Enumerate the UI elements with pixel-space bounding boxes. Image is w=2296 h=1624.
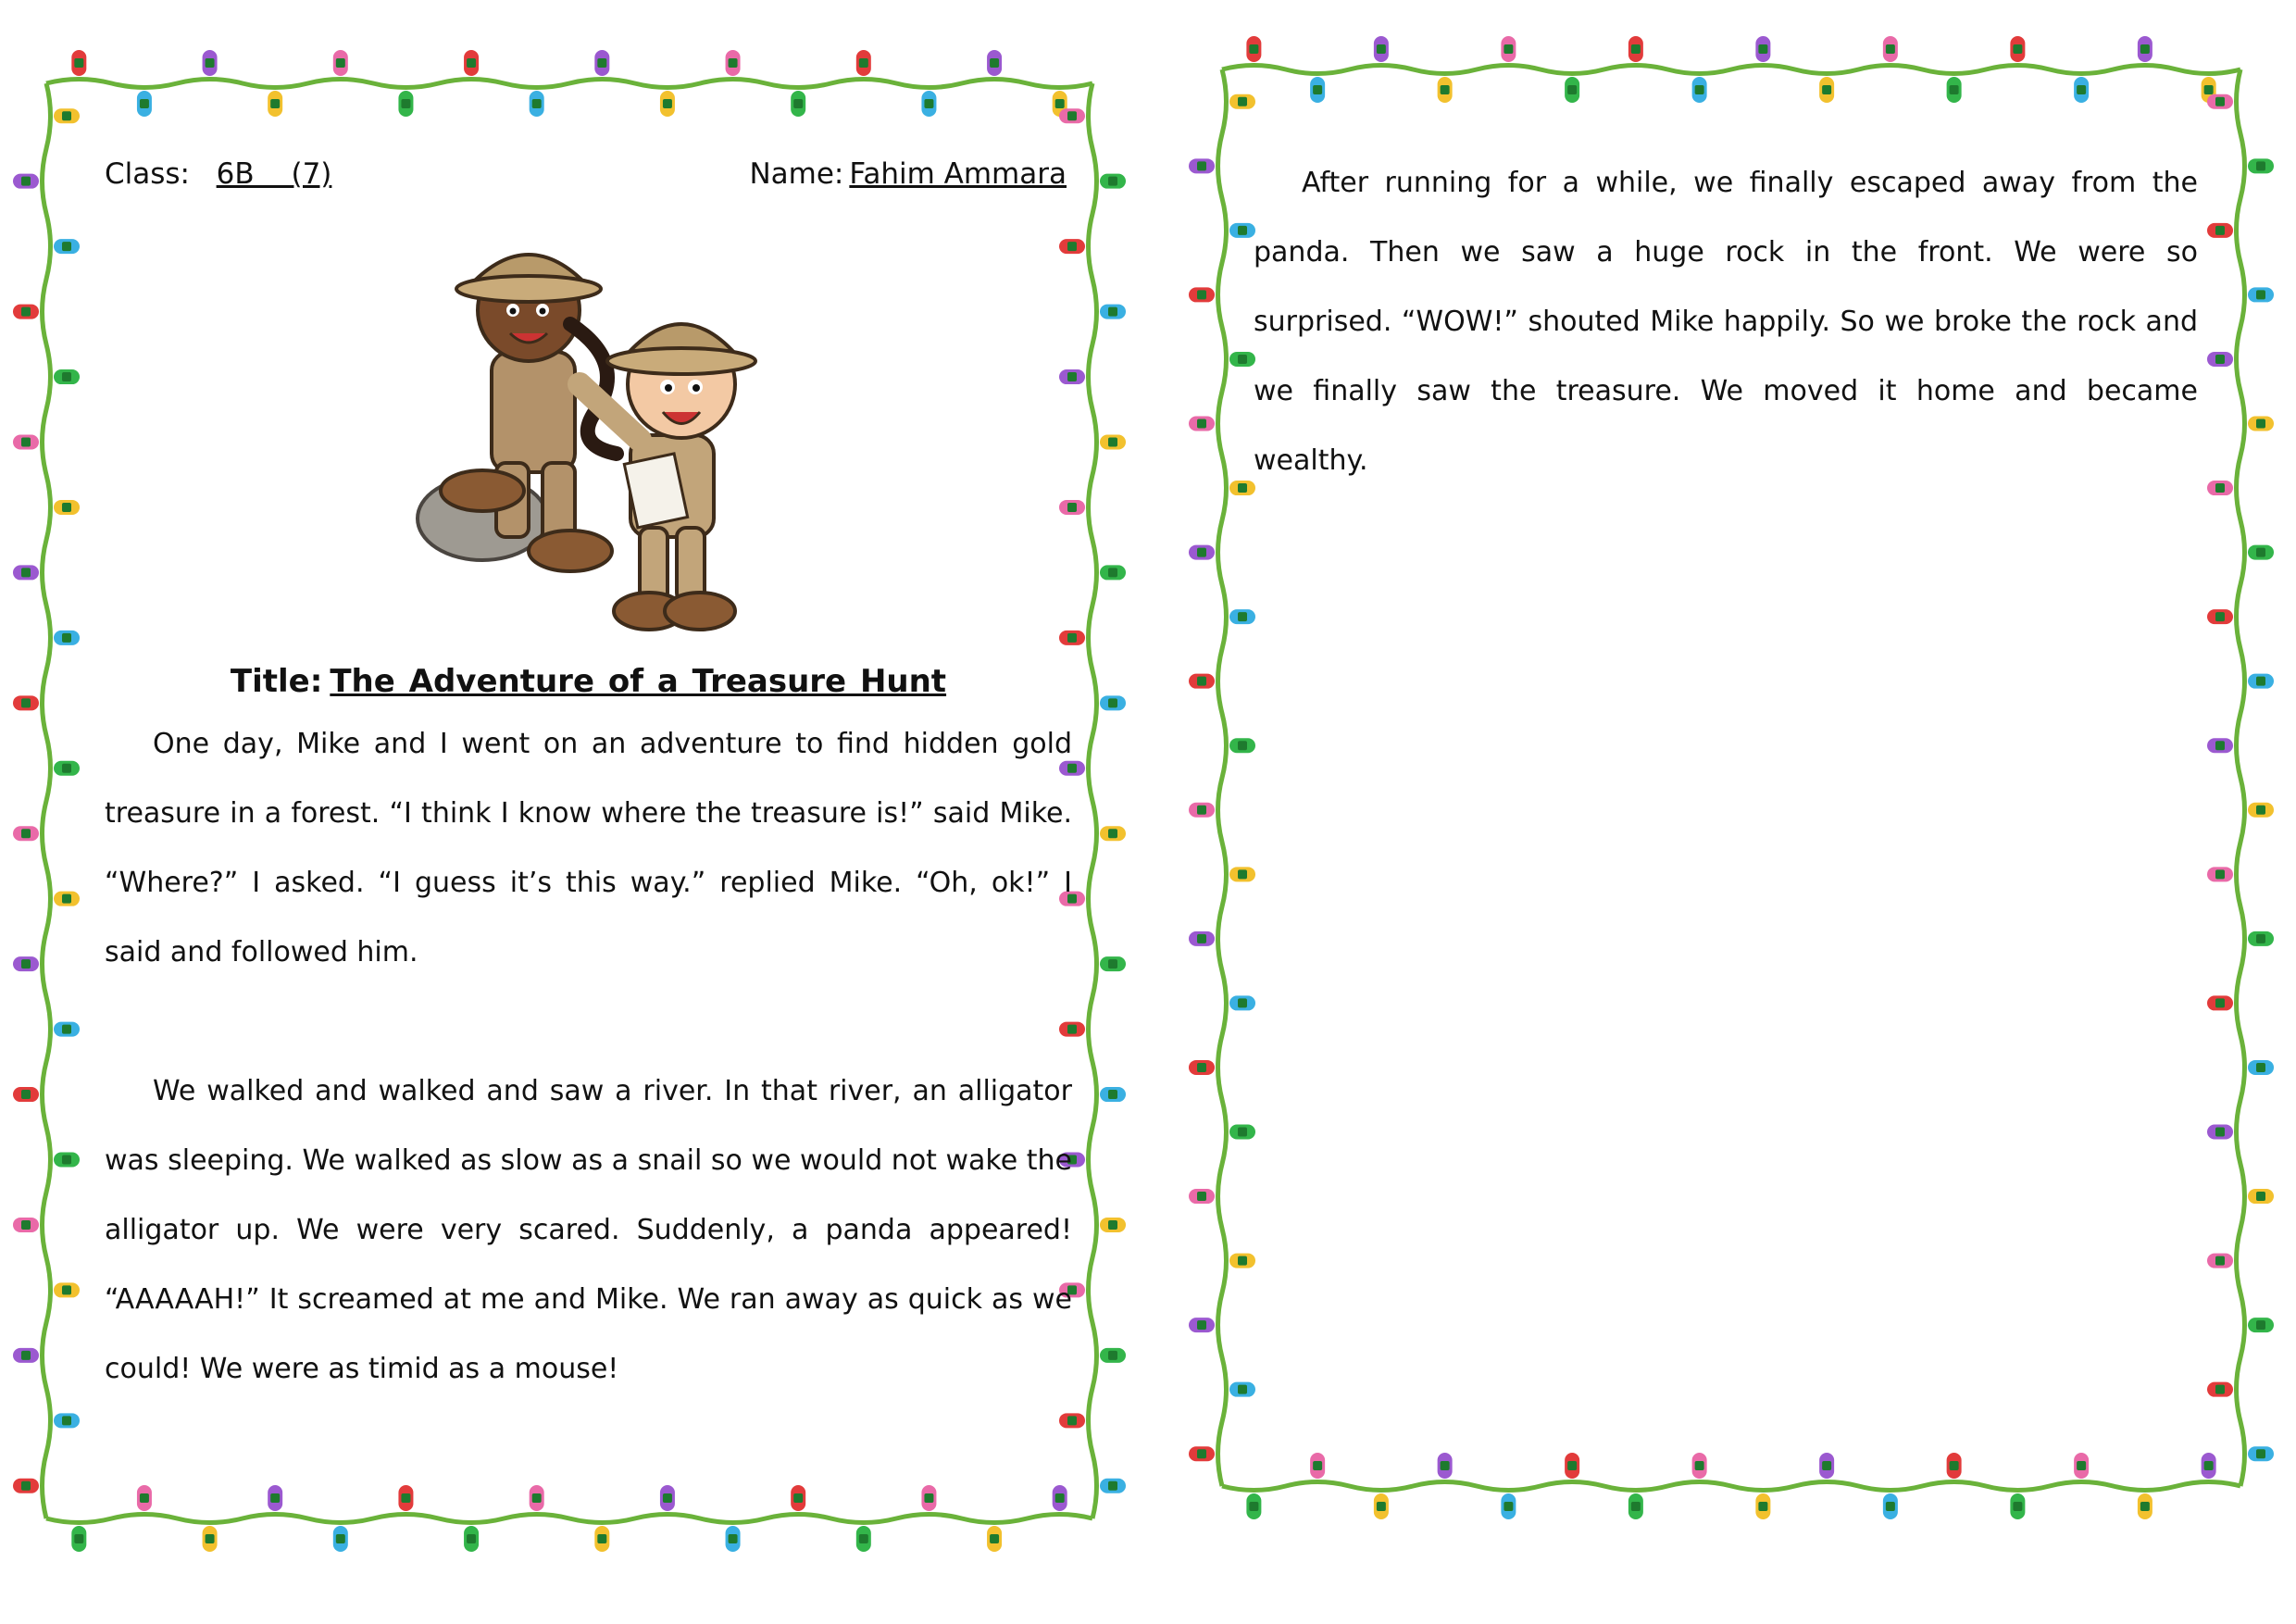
light-bulb-icon [1189,931,1215,946]
light-bulb-icon [1100,305,1126,319]
light-bulb-icon [2207,867,2233,881]
light-bulb-icon [1246,36,1261,62]
light-bulb-icon [1310,77,1325,103]
light-bulb-icon [1229,609,1255,624]
light-bulb-icon [2248,674,2274,689]
light-bulb-icon [398,91,413,117]
light-bulb-icon [921,91,936,117]
light-bulb-icon [13,1087,39,1102]
light-bulb-icon [1229,481,1255,495]
light-bulb-icon [1189,158,1215,173]
light-bulb-icon [1100,1218,1126,1232]
light-bulb-icon [2248,1446,2274,1461]
light-bulb-icon [1374,36,1389,62]
light-bulb-icon [660,91,675,117]
header-row [105,157,1072,213]
light-bulb-icon [1565,77,1579,103]
light-bulb-icon [268,91,282,117]
light-bulb-icon [1100,174,1126,189]
light-bulb-icon [1438,1453,1453,1479]
light-bulb-icon [791,1485,805,1511]
light-bulb-icon [2248,1060,2274,1075]
light-bulb-icon [54,761,80,776]
light-bulb-icon [54,1413,80,1428]
light-bulb-icon [2202,1453,2216,1479]
light-bulb-icon [1310,1453,1325,1479]
light-bulb-icon [13,1348,39,1363]
light-bulb-icon [2248,417,2274,431]
light-bulb-icon [1100,1479,1126,1493]
light-bulb-icon [13,826,39,841]
light-bulb-icon [398,1485,413,1511]
light-bulb-icon [1100,435,1126,450]
light-bulb-icon [2248,287,2274,302]
light-bulb-icon [13,435,39,450]
light-bulb-icon [1189,1318,1215,1332]
light-bulb-icon [1229,1382,1255,1397]
light-bulb-icon [464,1526,479,1552]
light-bulb-icon [54,369,80,384]
light-bulb-icon [987,1526,1002,1552]
light-bulb-icon [268,1485,282,1511]
vine-strand [1089,83,1097,1518]
vine-strand [46,1515,1092,1523]
light-bulb-icon [791,91,805,117]
story-paragraph: We walked and walked and saw a river. In that river, an alligator was sleeping. We walked as slow as a snail so we would not wake the alligator up. We were very scared. Suddenly, a panda appeared! “AAAAAH!” It screamed at me and Mike. We ran away as quick as we could! We were as timid as a mouse! [105,1075,1072,1385]
light-bulb-icon [1189,674,1215,689]
light-bulb-icon [856,1526,871,1552]
light-bulb-icon [530,91,544,117]
light-bulb-icon [2138,1493,2152,1519]
class-field [105,157,358,213]
light-bulb-icon [1229,223,1255,238]
story-paragraph: One day, Mike and I went on an adventure to find hidden gold treasure in a forest. “I think I know where the treasure is!” said Mike. “Where?” I asked. “I guess it’s this way.” replied Mike. “Oh, ok!” I said and followed him. [105,728,1072,968]
light-bulb-icon [1229,1125,1255,1140]
light-bulb-icon [54,631,80,645]
light-bulb-icon [1374,1493,1389,1519]
light-bulb-icon [2248,158,2274,173]
light-bulb-icon [54,1282,80,1297]
light-bulb-icon [1100,956,1126,971]
light-bulb-icon [137,91,152,117]
light-bulb-icon [1189,1446,1215,1461]
light-bulb-icon [2207,1254,2233,1268]
light-bulb-icon [54,1022,80,1037]
light-bulb-icon [726,50,741,76]
vine-strand [2237,69,2245,1486]
light-bulb-icon [1229,94,1255,109]
light-bulb-icon [54,1153,80,1168]
light-bulb-icon [856,50,871,76]
name-field [749,157,1072,213]
light-bulb-icon [13,956,39,971]
story-paragraph: After running for a while, we finally escaped away from the panda. Then we saw a huge rock in the front. We were so surprised. “WOW!” shouted Mike happily. So we broke the rock and we finally saw the treasure. We moved it home and became wealthy. [1254,167,2198,477]
light-bulb-icon [2207,995,2233,1010]
light-bulb-icon [2248,1189,2274,1204]
light-bulb-icon [54,239,80,254]
light-bulb-icon [1189,803,1215,818]
light-bulb-icon [1100,565,1126,580]
light-bulb-icon [203,1526,218,1552]
light-bulb-icon [1100,695,1126,710]
light-bulb-icon [1628,36,1643,62]
light-bulb-icon [1189,417,1215,431]
light-bulb-icon [530,1485,544,1511]
light-bulb-icon [2248,1318,2274,1332]
story-title [105,663,1072,700]
class-value: 6B (7) [216,157,332,191]
light-bulb-icon [1819,77,1834,103]
left-page [28,65,1111,1537]
light-bulb-icon [2248,545,2274,560]
light-bulb-icon [137,1485,152,1511]
light-bulb-icon [2010,1493,2025,1519]
light-bulb-icon [1053,1485,1067,1511]
light-bulb-icon [1819,1453,1834,1479]
light-bulb-icon [2074,77,2089,103]
light-bulb-icon [1947,77,1962,103]
light-bulb-icon [594,1526,609,1552]
explorer-kids-illustration-icon [394,222,783,648]
vine-strand [46,80,1092,88]
light-bulb-icon [1189,287,1215,302]
light-bulb-icon [54,500,80,515]
light-bulb-icon [1189,545,1215,560]
vine-strand [1222,66,2240,74]
name-value: Fahim Ammara [849,157,1067,191]
light-bulb-icon [1565,1453,1579,1479]
vine-strand [43,83,51,1518]
light-bulb-icon [1059,108,1085,123]
light-bulb-icon [2207,1382,2233,1397]
light-bulb-icon [1947,1453,1962,1479]
light-bulb-icon [1883,36,1898,62]
light-bulb-icon [464,50,479,76]
light-bulb-icon [726,1526,741,1552]
title-label: Title: [230,663,323,700]
light-bulb-icon [2207,738,2233,753]
light-bulb-icon [13,695,39,710]
light-bulb-icon [987,50,1002,76]
light-bulb-icon [2207,223,2233,238]
light-bulb-icon [333,1526,348,1552]
light-bulb-icon [13,1479,39,1493]
light-bulb-icon [1059,1413,1085,1428]
left-page-content [105,157,1072,1404]
light-bulb-icon [13,565,39,580]
name-label: Name: [749,157,844,191]
light-bulb-icon [1755,36,1770,62]
light-bulb-icon [660,1485,675,1511]
title-value: The Adventure of a Treasure Hunt [330,663,947,700]
light-bulb-icon [2207,1125,2233,1140]
light-bulb-icon [1189,1060,1215,1075]
light-bulb-icon [2207,352,2233,367]
light-bulb-icon [1692,1453,1707,1479]
right-page-content [1254,148,2198,495]
light-bulb-icon [2074,1453,2089,1479]
light-bulb-icon [54,108,80,123]
light-bulb-icon [333,50,348,76]
light-bulb-icon [1755,1493,1770,1519]
light-bulb-icon [71,50,86,76]
light-bulb-icon [13,174,39,189]
light-bulb-icon [1100,1087,1126,1102]
light-bulb-icon [2248,931,2274,946]
light-bulb-icon [1189,1189,1215,1204]
light-bulb-icon [54,892,80,906]
light-bulb-icon [2248,803,2274,818]
right-page [1204,51,2259,1505]
light-bulb-icon [2207,94,2233,109]
light-bulb-icon [1229,738,1255,753]
light-bulb-icon [1229,1254,1255,1268]
light-bulb-icon [1628,1493,1643,1519]
light-bulb-icon [2207,609,2233,624]
light-bulb-icon [1883,1493,1898,1519]
light-bulb-icon [1438,77,1453,103]
light-bulb-icon [1229,352,1255,367]
light-bulb-icon [1100,826,1126,841]
light-bulb-icon [1229,867,1255,881]
class-label: Class: [105,157,191,191]
light-bulb-icon [921,1485,936,1511]
light-bulb-icon [1229,995,1255,1010]
light-bulb-icon [1692,77,1707,103]
light-bulb-icon [13,1218,39,1232]
light-bulb-icon [2207,481,2233,495]
vine-strand [1218,69,1227,1486]
vine-strand [1222,1482,2240,1491]
light-bulb-icon [594,50,609,76]
light-bulb-icon [13,305,39,319]
light-bulb-icon [1501,36,1516,62]
light-bulb-icon [1501,1493,1516,1519]
light-bulb-icon [203,50,218,76]
light-bulb-icon [71,1526,86,1552]
light-bulb-icon [2010,36,2025,62]
light-bulb-icon [2138,36,2152,62]
light-bulb-icon [1100,1348,1126,1363]
light-bulb-icon [1246,1493,1261,1519]
